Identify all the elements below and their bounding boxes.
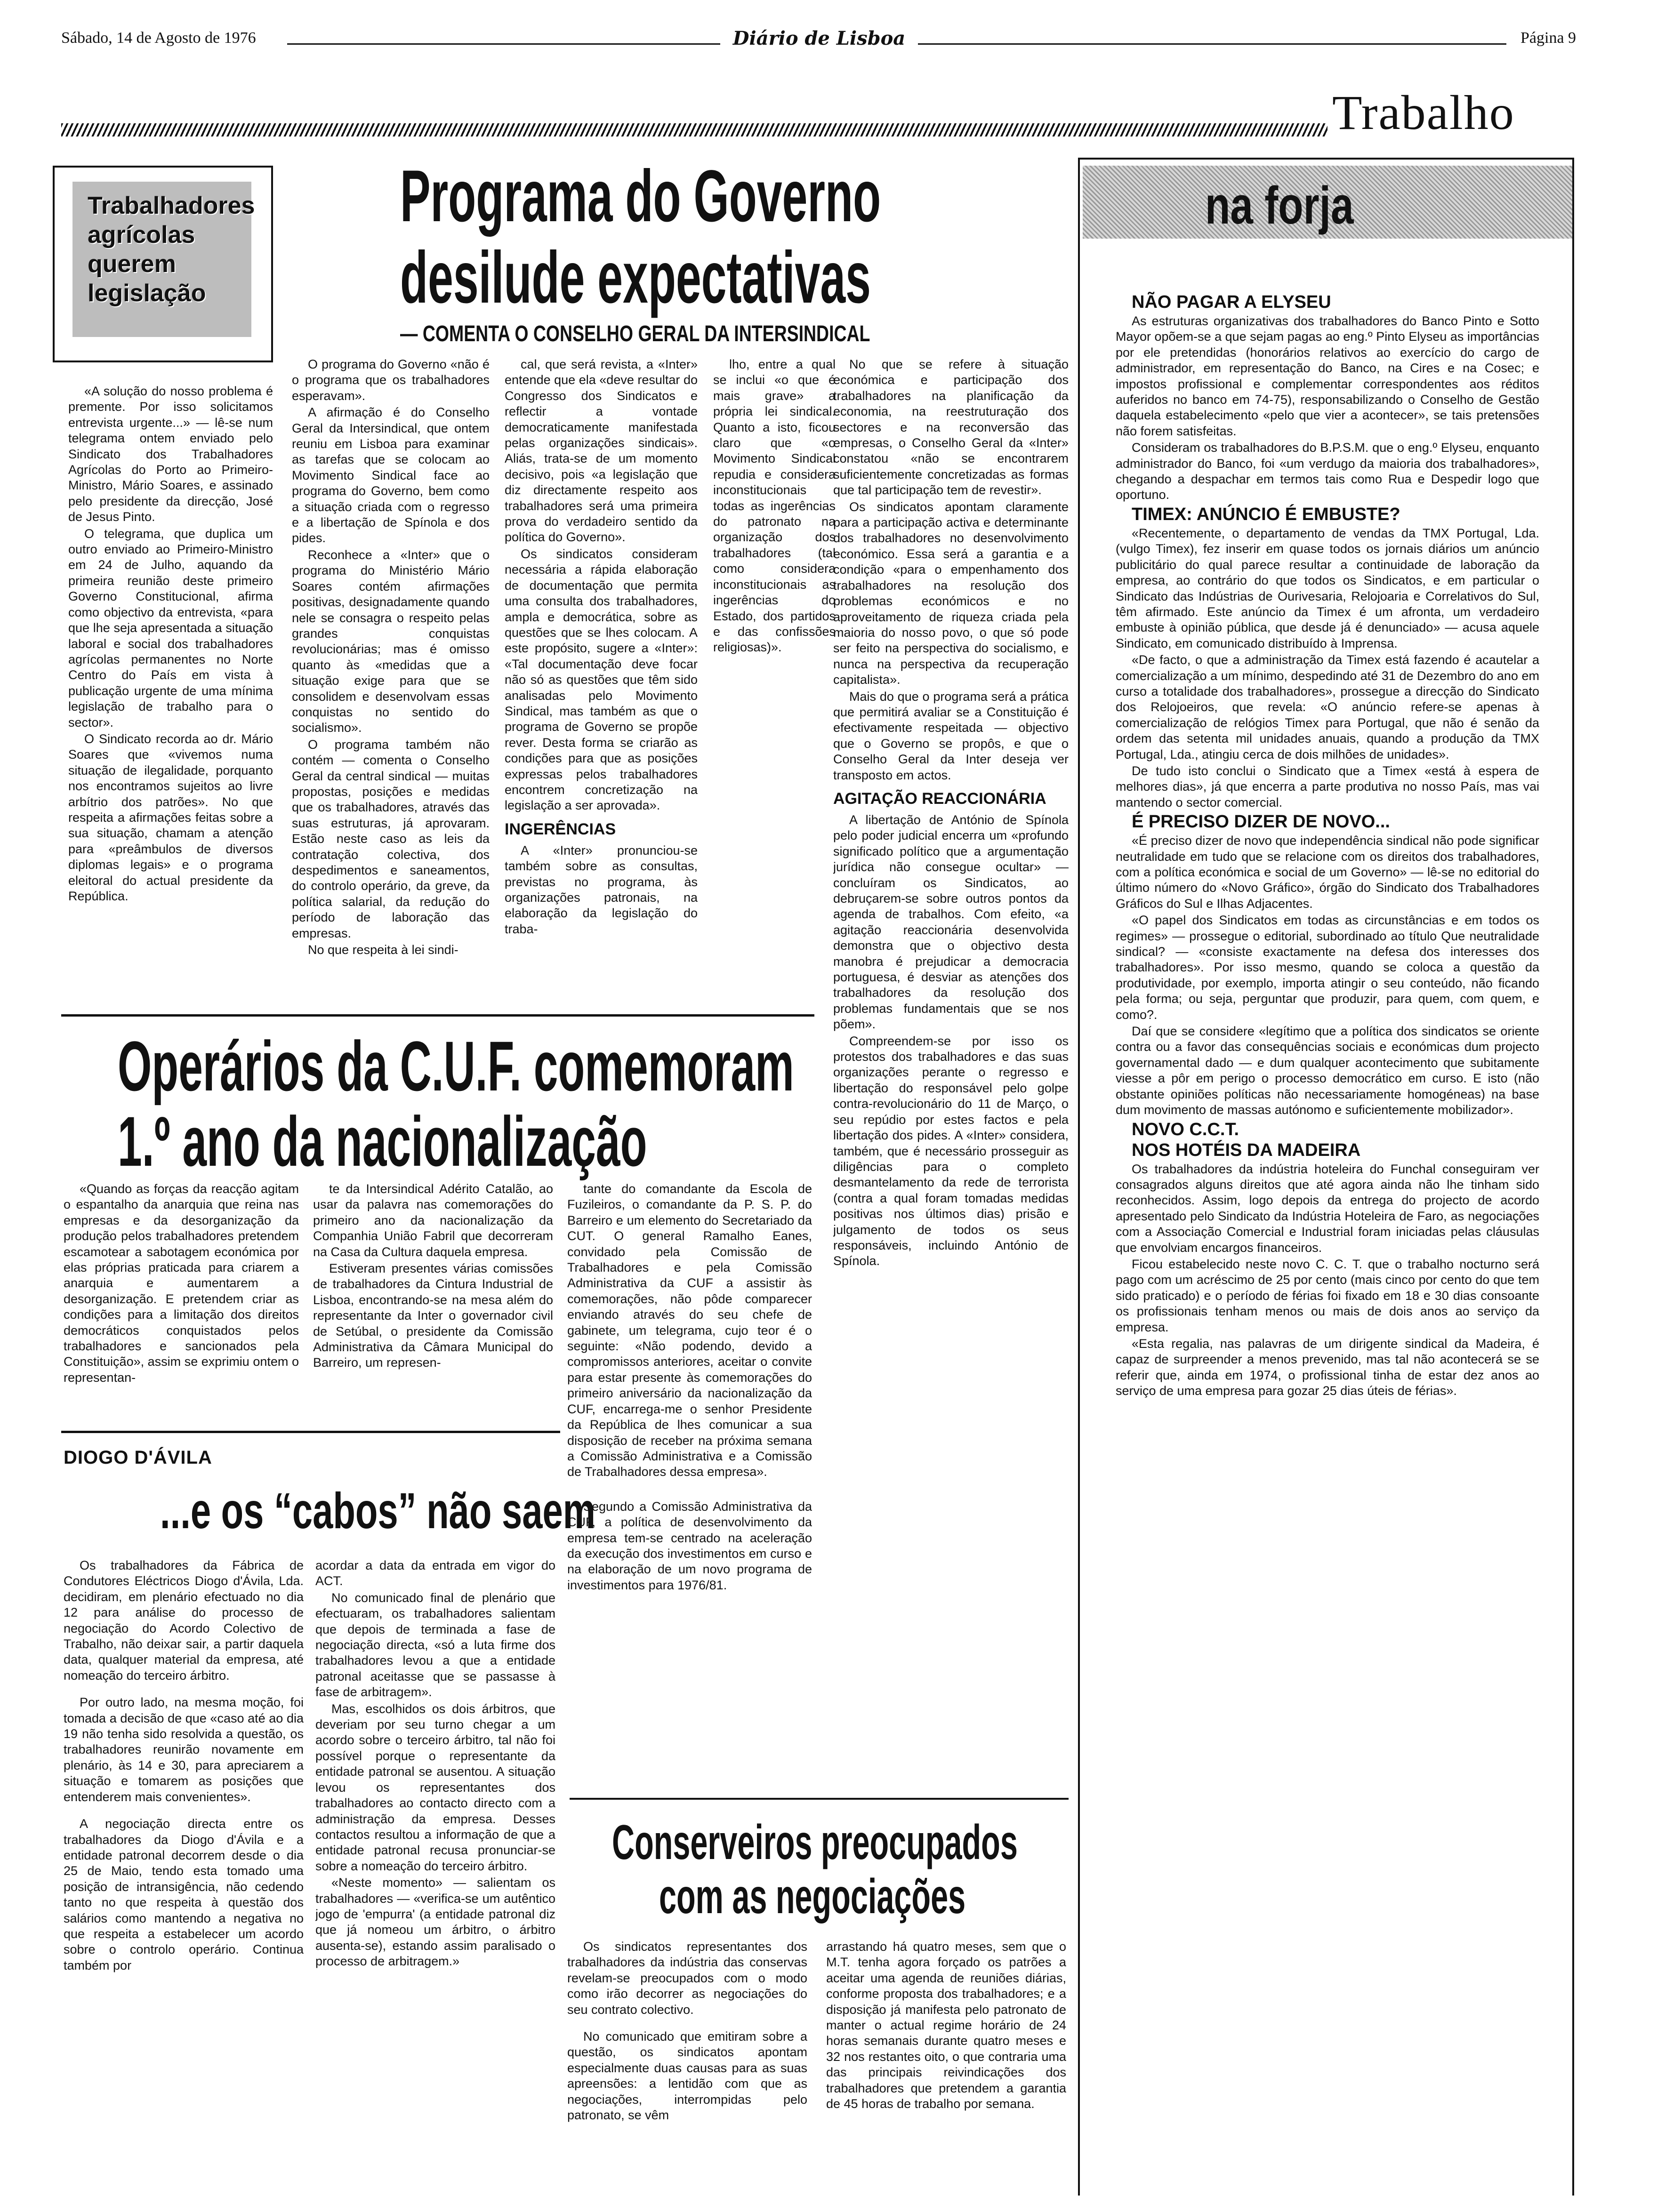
conserveiros-paragraph: Os sindicatos representantes dos trabalhadores da indústria das conservas revelam-se preocupados com o modo como irão decorrer as negociações do seu contrato colectivo. bbox=[567, 1940, 807, 2017]
programa-subtitle: — COMENTA O CONSELHO GERAL DA INTERSINDICAL bbox=[400, 321, 870, 346]
programa-paragraph: Reconhece a «Inter» que o programa do Ministério Mário Soares contém afirmações positivas, designadamente quando nele se consagra o respeito pelas grandes conquistas revolucionárias; mas é omisso quanto às «medidas que a situação exige para que se consolidem e desenvolvam essas conquistas no sentido do socialismo». bbox=[292, 547, 490, 735]
forja-title: na forja bbox=[1205, 176, 1354, 235]
forja-paragraph: Daí que se considere «legítimo que a política dos sindicatos se oriente contra ou a favor das consequências sociais e económicas dum projecto governamental dado — e dum qualquer acontecimento que subitamente viesse a pôr em perigo o processo democrático em curso. E isto (não obstante opiniões políticas não necessariamente homogéneas) na base dum movimento de massas autónomo e suficientemente mobilizador». bbox=[1116, 1024, 1539, 1117]
cabos-paragraph: acordar a data da entrada em vigor do ACT. bbox=[315, 1558, 555, 1588]
cuf-paragraph: te da Intersindical Adérito Catalão, ao usar da palavra nas comemorações do primeiro ano da nacionalização da Companhia União Fabril que decorreram na Casa da Cultura daquela empresa. bbox=[313, 1182, 553, 1259]
programa-col-1 bbox=[292, 357, 490, 1006]
programa-paragraph: O programa também não contém — comenta o Conselho Geral da central sindical — muitas propostas, posições e medidas que os trabalhadores, através das suas estruturas, já aprovaram. Estão neste caso as leis da contratação colectiva, dos despedimentos e saneamentos, do controlo operário, da greve, da política salarial, da redução do período de laboração das empresas. bbox=[292, 737, 490, 940]
cabos-paragraph: A negociação directa entre os trabalhadores da Diogo d'Ávila e a entidade patronal decorrem desde o dia 25 de Maio, tendo esta tomado uma posição de intransigência, não cedendo tanto no que respeita à questão dos salários como mantendo a negativa no que respeita a estabelecer um acordo sobre o controlo operário. Continua também por bbox=[64, 1817, 304, 1972]
forja-paragraph: De tudo isto conclui o Sindicato que a Timex «está à espera de melhores dias», já que encerra a parte produtiva no nosso País, mas vai mantendo o sector comercial. bbox=[1116, 763, 1539, 809]
programa-paragraph: A «Inter» pronunciou-se também sobre as consultas, previstas no programa, às organizações patronais, na elaboração da legislação do traba- bbox=[505, 843, 698, 936]
conserveiros-col-1 bbox=[567, 1939, 807, 2203]
cuf-paragraph: Estiveram presentes várias comissões de trabalhadores da Cintura Industrial de Lisboa, encontrando-se na mesa além do representante da Inter o governador civil de Setúbal, o presidente da Comissão Administrativa da Câmara Municipal do Barreiro, um represen- bbox=[313, 1261, 553, 1370]
forja-border-right bbox=[1572, 158, 1574, 2196]
agricolas-box bbox=[53, 166, 273, 362]
agricolas-title: Trabalhadores agrícolas querem legislação bbox=[88, 192, 255, 307]
masthead: Diário de Lisboa bbox=[732, 27, 906, 49]
cabos-kicker: DIOGO D'ÁVILA bbox=[64, 1447, 212, 1468]
header-rule-right bbox=[918, 43, 1506, 45]
cuf-headline-2: 1.º ano da nacionalização bbox=[118, 1102, 647, 1181]
programa-paragraph: No que se refere à situação económica e participação dos trabalhadores na planificação da economia, na reestruturação dos sectores e na reconversão das empresas, o Conselho Geral da «Inter» constatou «não se encontrarem suficientemente concretizadas as formas que tal participação tem de revestir». bbox=[833, 357, 1069, 497]
programa-paragraph: O programa do Governo «não é o programa que os trabalhadores esperavam». bbox=[292, 357, 490, 403]
programa-headline-1: Programa do Governo bbox=[400, 155, 881, 237]
section-hatch-band bbox=[61, 123, 1327, 136]
conserveiros-col-2 bbox=[826, 1939, 1066, 2203]
forja-paragraph: As estruturas organizativas dos trabalhadores do Banco Pinto e Sotto Mayor opõem-se a que sejam pagas ao eng.º Pinto Elyseu as importâncias por ele pretendidas (honorários relativos ao exercício do cargo de administrador, em representação do Banco, na Cires e na Cosec; e impostos profissional e complementar correspondentes aos réditos auferidos no banco em 74-75), responsabilizando o Conselho de Gestão daquela estabelecimento «pelo que vier a acontecer», se tais pretensões não forem satisfeitas. bbox=[1116, 314, 1539, 438]
cuf-top-rule bbox=[61, 1014, 814, 1017]
forja-border-left bbox=[1078, 158, 1080, 2196]
cabos-paragraph: «Neste momento» — salientam os trabalhadores — «verifica-se um autêntico jogo de 'empurra' (a entidade patronal diz que já nomeou um árbitro, o árbitro ausenta-se), estando assim paralisado o processo de arbitragem.» bbox=[315, 1875, 555, 1969]
forja-subhead-preciso: É PRECISO DIZER DE NOVO... bbox=[1132, 812, 1390, 832]
programa-paragraph: cal, que será revista, a «Inter» entende que ela «deve resultar do Congresso dos Sindicatos e reflectir a vontade democraticamente manifestada pelas organizações sindicais». Aliás, trata-se de um momento decisivo, pois «a legislação que diz directamente respeito aos trabalhadores será uma primeira prova do verdadeiro sentido da política do Governo». bbox=[505, 357, 698, 545]
forja-border-top bbox=[1078, 158, 1574, 160]
forja-subhead-elyseu: NÃO PAGAR A ELYSEU bbox=[1132, 292, 1331, 312]
page-number: Página 9 bbox=[1520, 29, 1577, 47]
cabos-headline: ...e os “cabos” não saem bbox=[160, 1482, 595, 1539]
forja-paragraph: Consideram os trabalhadores do B.P.S.M. que o eng.º Elyseu, enquanto administrador do Banco, foi «um verdugo da maioria dos trabalhadores», chegando a despachar em termos tais como Rua e Despedir logo que oportuno. bbox=[1116, 441, 1539, 502]
programa-paragraph: lho, entre a qual se inclui «o que é mais grave» a própria lei sindical. Quanto a isto, ficou claro que «o Movimento Sindical repudia e considera inconstitucionais todas as ingerências do patronato na organização dos trabalhadores (tal como considera inconstitucionais as ingerências do Estado, dos partidos e das confissões religiosas)». bbox=[713, 357, 836, 655]
forja-column bbox=[1116, 282, 1539, 2193]
forja-paragraph: «É preciso dizer de novo que independência sindical não pode significar neutralidade em tudo que se relacione com os direitos dos trabalhadores, com a política económica e social de um Governo» — lê-se no editorial do último número do «Novo Gráfico», órgão do Sindicato dos Trabalhadores Gráficos do Sul e Ilhas Adjacentes. bbox=[1116, 834, 1539, 911]
cabos-col-2 bbox=[315, 1558, 555, 2207]
issue-date: Sábado, 14 de Agosto de 1976 bbox=[61, 29, 256, 47]
forja-subhead-cct-2: NOS HOTÉIS DA MADEIRA bbox=[1132, 1140, 1361, 1160]
cabos-paragraph: Mas, escolhidos os dois árbitros, que deveriam por seu turno chegar a um acordo sobre o terceiro árbitro, tal não foi possível porque o representante da entidade patronal se ausentou. A situação levou os representantes dos trabalhadores ao contacto directo com a administração da empresa. Desses contactos resultou a informação de que a entidade patronal recusa pronunciar-se sobre a nomeação do terceiro árbitro. bbox=[315, 1701, 555, 1873]
cabos-paragraph: Por outro lado, na mesma moção, foi tomada a decisão de que «caso até ao dia 19 não tenha sido resolvida a questão, os trabalhadores reunirão novamente em plenário, às 14 e 30, para apreciarem a situação e tomarem as posições que entenderem mais convenientes». bbox=[64, 1695, 304, 1804]
programa-col-2 bbox=[505, 357, 698, 1006]
forja-subhead-cct-1: NOVO C.C.T. bbox=[1132, 1119, 1239, 1139]
programa-paragraph: Mais do que o programa será a prática que permitirá avaliar se a Constituição é efectivamente respeitada — objectivo que o Governo se propôs, e que o Conselho Geral da Inter deseja ver transposto em actos. bbox=[833, 689, 1069, 782]
programa-paragraph: A libertação de António de Spínola pelo poder judicial encerra um «profundo significado político que a argumentação jurídica não consegue ocultar» — concluíram os Sindicatos, ao debruçarem-se sobre outros pontos da agenda de trabalhos. Com efeito, «a agitação reaccionária desenvolvida demonstra que o objectivo desta manobra é prejudicar a democracia portuguesa, é desviar as atenções dos trabalhadores da resolução dos problemas fundamentais que se nos põem». bbox=[833, 812, 1069, 1032]
conserveiros-paragraph: arrastando há quatro meses, sem que o M.T. tenha agora forçado os patrões a aceitar uma agenda de reuniões diárias, conforme proposta dos trabalhadores; e a disposição já manifesta pelo patronato de manter o actual regime horário de 24 horas semanais durante quatro meses e 32 nos restantes oito, o que contraria uma das principais reivindicações dos trabalhadores que pretendem a garantia de 45 horas de trabalho por semana. bbox=[826, 1940, 1066, 2111]
conserveiros-paragraph: No comunicado que emitiram sobre a questão, os sindicatos apontam especialmente duas causas para as suas apreensões: a lentidão com que as negociações, interrompidas pelo patronato, se vêm bbox=[567, 2029, 807, 2123]
cabos-top-rule bbox=[61, 1431, 560, 1433]
forja-paragraph: Os trabalhadores da indústria hoteleira do Funchal conseguiram ver consagrados alguns direitos que até agora ainda não lhe tinham sido reconhecidos. Assim, logo depois da entrega do projecto de acordo apresentado pelo Sindicato da Indústria Hoteleira de Faro, as negociações com a Associação Comercial e Industrial foram iniciadas pelas cláusulas que envolviam encargos financeiros. bbox=[1116, 1162, 1539, 1255]
forja-paragraph: «Esta regalia, nas palavras de um dirigente sindical da Madeira, é capaz de surpreender a menos prevenido, mas tal não acontecerá se se referir que, ainda em 1974, o profissional tinha de estar dez anos ao serviço de uma empresa para gozar 25 dias úteis de férias». bbox=[1116, 1336, 1539, 1398]
programa-paragraph: No que respeita à lei sindi- bbox=[308, 943, 458, 957]
section-title: Trabalho bbox=[1332, 86, 1515, 140]
forja-paragraph: «Recentemente, o departamento de vendas da TMX Portugal, Lda. (vulgo Timex), fez inserir em quase todos os jornais diários um anúncio publicitário do qual parece resultar a continuidade de laboração da empresa, ao contrário do que todos os Sindicatos, e em particular o Sindicato das Indústrias de Ourivesaria, Relojoaria e Correlativos do Sul, têm afirmado. Este anúncio da Timex é um afronta, um verdadeiro embuste à opinião pública, que desde já é denunciado» — acusa aquele Sindicato, em comunicado distribuído à Imprensa. bbox=[1116, 526, 1539, 650]
cuf-col-3 bbox=[567, 1181, 812, 1793]
agricolas-paragraph: O telegrama, que duplica um outro enviado ao Primeiro-Ministro em 24 de Julho, aquando da primeira reunião deste primeiro Governo Constitucional, afirma como objectivo da entrevista, «para que lhe seja apresentada a situação laboral e social dos trabalhadores agrícolas permanentes no Norte Centro do País em vista à publicação urgente de uma mínima legislação de trabalho para o sector». bbox=[68, 526, 273, 729]
cuf-paragraph: tante do comandante da Escola de Fuzileiros, o comandante da P. S. P. do Barreiro e um elemento do Secretariado da CUT. O general Ramalho Eanes, convidado pela Comissão de Trabalhadores e pela Comissão Administrativa da CUF a assistir às comemorações, não pôde comparecer enviando através do seu chefe de gabinete, um telegrama, cujo teor é o seguinte: «Não podendo, devido a compromissos anteriores, aceitar o convite para estar presente às comemorações do primeiro aniversário da nacionalização da CUF, encarrega-me o senhor Presidente da República de lhes comunicar a sua disposição de receber na próxima semana a Comissão Administrativa e a Comissão de Trabalhadores dessa empresa». bbox=[567, 1182, 812, 1479]
header-rule-left bbox=[287, 43, 720, 45]
conserveiros-headline-2: com as negociações bbox=[659, 1869, 966, 1924]
cabos-col-1 bbox=[64, 1558, 304, 2207]
cuf-paragraph: Segundo a Comissão Administrativa da CUF, a política de desenvolvimento da empresa tem-se centrado na aceleração da execução dos investimentos em curso e na elaboração de um novo programa de investimentos para 1976/81. bbox=[567, 1499, 812, 1592]
programa-subhead-agitacao: AGITAÇÃO REACCIONÁRIA bbox=[833, 789, 1046, 808]
cabos-paragraph: No comunicado final de plenário que efectuaram, os trabalhadores salientam que depois de terminada a fase de negociação directa, «só a luta firme dos trabalhadores levou a que a entidade patronal aceitasse que se passasse à fase de arbitragem». bbox=[315, 1590, 555, 1699]
cuf-headline-1: Operários da C.U.F. comemoram bbox=[118, 1026, 794, 1106]
forja-subhead-timex: TIMEX: ANÚNCIO É EMBUSTE? bbox=[1132, 504, 1400, 524]
cuf-paragraph: «Quando as forças da reacção agitam o espantalho da anarquia que reina nas empresas e da desorganização da produção pelos trabalhadores pretendem escamotear a sabotagem económica por elas próprias praticada para criarem a anarquia e aumentarem a desorganização. E pretendem criar as condições para a limitação dos direitos democráticos conquistados pelos trabalhadores e sancionados pela Constituição», assim se exprimiu ontem o representan- bbox=[64, 1182, 299, 1385]
cabos-paragraph: Os trabalhadores da Fábrica de Condutores Eléctricos Diogo d'Ávila, Lda. decidiram, em plenário efectuado no dia 12 para análise do processo de negociação do Acordo Colectivo de Trabalho, não deixar sair, a partir daquela data, qualquer material da empresa, até nomeação do terceiro árbitro. bbox=[64, 1558, 304, 1683]
forja-paragraph: Ficou estabelecido neste novo C. C. T. que o trabalho nocturno será pago com um acréscimo de 25 por cento (mais cinco por cento do que tem sido praticado) e o período de férias foi fixado em 18 e 30 dias consoante os profissionais tenham menos ou mais de dois anos ao serviço da empresa. bbox=[1116, 1257, 1539, 1334]
programa-paragraph: Compreendem-se por isso os protestos dos trabalhadores e das suas organizações perante o regresso e libertação do responsável pelo golpe contra-revolucionário do 11 de Março, o seu repúdio por estes factos e pela libertação dos pides. A «Inter» considera, também, que é necessário prosseguir as diligências para o completo desmantelamento da rede de terrorista (contra a qual foram tomadas medidas positivas nos últimos dias) prisão e julgamento de todos os seus responsáveis, incluindo António de Spínola. bbox=[833, 1034, 1069, 1268]
agricolas-paragraph: «A solução do nosso problema é premente. Por isso solicitamos entrevista urgente...» — lê-se num telegrama ontem enviado pelo Sindicato dos Trabalhadores Agrícolas do Porto ao Primeiro-Ministro, Mário Soares, e assinado pelo presidente da direcção, José de Jesus Pinto. bbox=[68, 384, 273, 524]
programa-paragraph: A afirmação é do Conselho Geral da Intersindical, que ontem reuniu em Lisboa para examinar as tarefas que se colocam ao Movimento Sindical face ao programa do Governo, bem como a situação criada com o regresso e a libertação de Spínola e dos pides. bbox=[292, 405, 490, 545]
conserveiros-headline-1: Conserveiros preocupados bbox=[612, 1815, 1018, 1870]
forja-paragraph: «De facto, o que a administração da Timex está fazendo é acautelar a comercialização a um mínimo, despedindo até 31 de Dezembro do ano em curso a totalidade dos trabalhadores», prossegue a direcção do Sindicato dos Relojoeiros, que revela: «O anúncio refere-se apenas à comercialização de relógios Timex para Portugal, que não é senão da ordem das setenta mil unidades anuais, quando a produção da TMX Portugal, Lda., atingiu cerca de dois milhões de unidades». bbox=[1116, 653, 1539, 761]
agricolas-article bbox=[68, 384, 273, 1005]
programa-paragraph: Os sindicatos consideram necessária a rápida elaboração de documentação que permita uma consulta dos trabalhadores, ampla e democrática, sobre as questões que se lhes colocam. A este propósito, sugere a «Inter»: «Tal documentação deve focar não só as questões que têm sido analisadas pelo Movimento Sindical, mas também as que o programa de Governo se propõe rever. Desta forma se criarão as condições para que as posições expressas pelos trabalhadores encontrem concretização na legislação a ser aprovada». bbox=[505, 546, 698, 813]
programa-paragraph: Os sindicatos apontam claramente para a participação activa e determinante dos trabalhadores no desenvolvimento económico. Essa será a garantia e a condição «para o empenhamento dos trabalhadores na resolução dos problemas económicos e no aproveitamento de riqueza criada pela maioria do nosso povo, o que só pode ser feito na perspectiva do socialismo, e nunca na perspectiva da recuperação capitalista». bbox=[833, 499, 1069, 687]
programa-col-3a bbox=[713, 357, 836, 1006]
programa-headline-2: desilude expectativas bbox=[400, 237, 871, 319]
conserveiros-top-rule bbox=[570, 1798, 1069, 1800]
programa-subhead-ingerencias: INGERÊNCIAS bbox=[505, 820, 616, 838]
agricolas-paragraph: O Sindicato recorda ao dr. Mário Soares que «vivemos numa situação de ilegalidade, porquanto nos encontramos sujeitos ao livre arbítrio dos patrões». No que respeita a afirmações feitas sobre a sua situação, chamam a atenção para «preâmbulos de diversos diplomas legais» e o programa eleitoral do actual presidente da República. bbox=[68, 731, 273, 903]
cuf-col-2 bbox=[313, 1181, 553, 1426]
cuf-col-1 bbox=[64, 1181, 299, 1426]
forja-paragraph: «O papel dos Sindicatos em todas as circunstâncias e em todos os regimes» — prossegue o editorial, subordinado ao título Que neutralidade sindical? — «consiste exactamente na defesa dos interesses dos trabalhadores». Por isso mesmo, quando se coloca a questão da produtividade, por exemplo, importa atingir o seu conteúdo, não ficando pela forma; ou seja, perguntar que produzir, para quem, com quem, e como?. bbox=[1116, 913, 1539, 1022]
